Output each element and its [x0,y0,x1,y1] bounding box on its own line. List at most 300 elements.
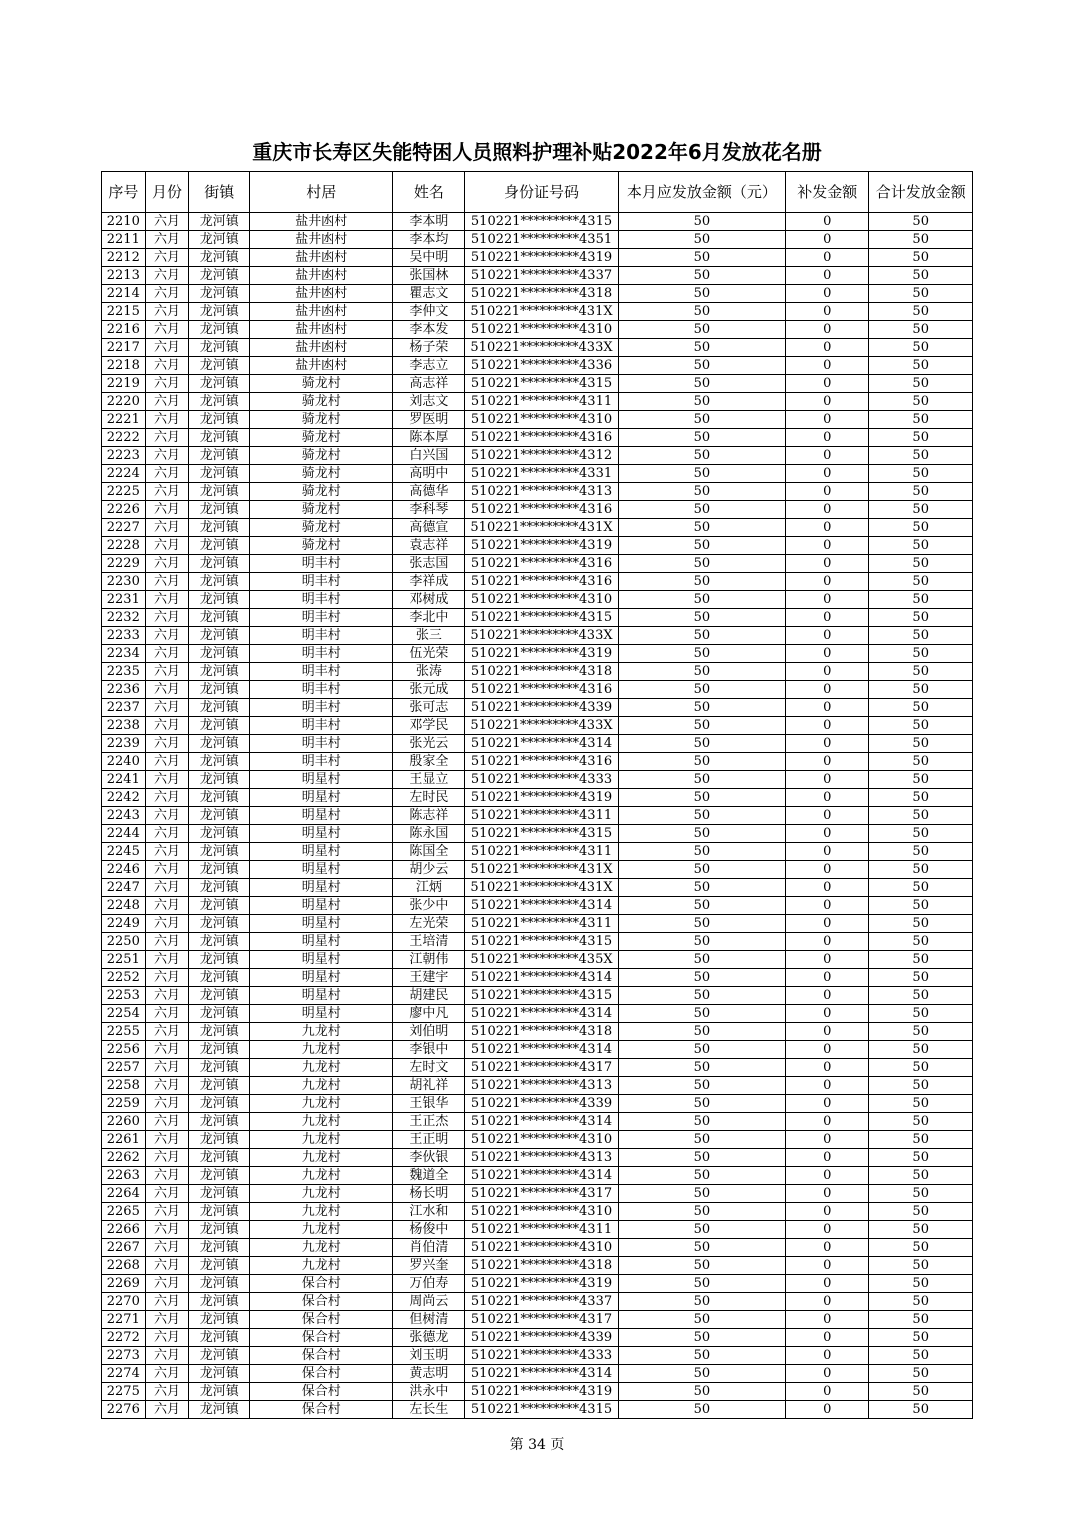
table-row [102,1185,973,1203]
cell-id-number: 510221*********4316 [465,429,618,447]
cell-name: 魏道全 [393,1167,465,1185]
cell-amount-due: 50 [618,627,786,645]
cell-village: 盐井凼村 [250,357,393,375]
cell-town: 龙河镇 [189,699,250,717]
header-cell: 补发金额 [786,172,869,213]
cell-village: 保合村 [250,1293,393,1311]
cell-name: 刘玉明 [393,1347,465,1365]
cell-town: 龙河镇 [189,1185,250,1203]
cell-total-amount: 50 [869,879,973,897]
cell-id-number: 510221*********4310 [465,321,618,339]
cell-row-index: 2235 [102,663,146,681]
table-row [102,501,973,519]
cell-row-index: 2240 [102,753,146,771]
cell-row-index: 2248 [102,897,146,915]
cell-total-amount: 50 [869,1293,973,1311]
cell-name: 张三 [393,627,465,645]
cell-town: 龙河镇 [189,465,250,483]
cell-supplement-amount: 0 [786,1167,869,1185]
cell-supplement-amount: 0 [786,843,869,861]
cell-id-number: 510221*********4314 [465,1365,618,1383]
cell-name: 李仲文 [393,303,465,321]
table-row [102,465,973,483]
cell-month: 六月 [145,1239,189,1257]
cell-supplement-amount: 0 [786,483,869,501]
cell-supplement-amount: 0 [786,1347,869,1365]
cell-name: 张光云 [393,735,465,753]
cell-amount-due: 50 [618,393,786,411]
cell-amount-due: 50 [618,555,786,573]
cell-id-number: 510221*********435X [465,951,618,969]
cell-village: 明星村 [250,879,393,897]
cell-town: 龙河镇 [189,429,250,447]
roster-table [101,171,973,1419]
cell-total-amount: 50 [869,573,973,591]
cell-month: 六月 [145,1257,189,1275]
cell-supplement-amount: 0 [786,249,869,267]
cell-village: 骑龙村 [250,411,393,429]
cell-village: 明星村 [250,915,393,933]
cell-total-amount: 50 [869,1203,973,1221]
cell-row-index: 2222 [102,429,146,447]
cell-id-number: 510221*********4318 [465,285,618,303]
cell-town: 龙河镇 [189,375,250,393]
cell-month: 六月 [145,1203,189,1221]
cell-month: 六月 [145,339,189,357]
cell-amount-due: 50 [618,1239,786,1257]
cell-amount-due: 50 [618,609,786,627]
cell-month: 六月 [145,969,189,987]
cell-month: 六月 [145,753,189,771]
cell-id-number: 510221*********4339 [465,699,618,717]
cell-row-index: 2261 [102,1131,146,1149]
cell-row-index: 2247 [102,879,146,897]
table-row [102,1059,973,1077]
cell-month: 六月 [145,627,189,645]
cell-supplement-amount: 0 [786,915,869,933]
cell-total-amount: 50 [869,1329,973,1347]
cell-name: 罗兴奎 [393,1257,465,1275]
cell-month: 六月 [145,645,189,663]
cell-row-index: 2218 [102,357,146,375]
cell-month: 六月 [145,825,189,843]
cell-id-number: 510221*********4337 [465,1293,618,1311]
cell-total-amount: 50 [869,681,973,699]
cell-amount-due: 50 [618,915,786,933]
cell-supplement-amount: 0 [786,879,869,897]
cell-id-number: 510221*********4333 [465,771,618,789]
cell-total-amount: 50 [869,753,973,771]
cell-supplement-amount: 0 [786,1311,869,1329]
cell-total-amount: 50 [869,807,973,825]
cell-supplement-amount: 0 [786,807,869,825]
cell-village: 明星村 [250,969,393,987]
cell-amount-due: 50 [618,357,786,375]
cell-total-amount: 50 [869,483,973,501]
cell-month: 六月 [145,213,189,231]
cell-id-number: 510221*********4310 [465,1131,618,1149]
cell-id-number: 510221*********4315 [465,213,618,231]
cell-amount-due: 50 [618,717,786,735]
cell-village: 盐井凼村 [250,321,393,339]
cell-id-number: 510221*********4314 [465,1113,618,1131]
cell-village: 明星村 [250,789,393,807]
cell-village: 明丰村 [250,645,393,663]
cell-id-number: 510221*********4310 [465,411,618,429]
cell-id-number: 510221*********4315 [465,375,618,393]
cell-total-amount: 50 [869,969,973,987]
cell-village: 明丰村 [250,663,393,681]
cell-amount-due: 50 [618,1293,786,1311]
cell-total-amount: 50 [869,537,973,555]
cell-name: 张德龙 [393,1329,465,1347]
cell-name: 李祥成 [393,573,465,591]
cell-row-index: 2274 [102,1365,146,1383]
cell-village: 明星村 [250,825,393,843]
cell-village: 明丰村 [250,735,393,753]
cell-town: 龙河镇 [189,627,250,645]
cell-supplement-amount: 0 [786,681,869,699]
cell-month: 六月 [145,879,189,897]
cell-supplement-amount: 0 [786,1239,869,1257]
table-row [102,357,973,375]
cell-supplement-amount: 0 [786,1077,869,1095]
cell-village: 明星村 [250,987,393,1005]
cell-supplement-amount: 0 [786,465,869,483]
cell-name: 张国林 [393,267,465,285]
cell-village: 明星村 [250,771,393,789]
cell-village: 明丰村 [250,753,393,771]
cell-month: 六月 [145,303,189,321]
cell-total-amount: 50 [869,1005,973,1023]
cell-id-number: 510221*********433X [465,717,618,735]
cell-amount-due: 50 [618,1275,786,1293]
cell-month: 六月 [145,1149,189,1167]
cell-town: 龙河镇 [189,735,250,753]
cell-supplement-amount: 0 [786,537,869,555]
cell-month: 六月 [145,1185,189,1203]
table-row [102,1167,973,1185]
cell-row-index: 2230 [102,573,146,591]
header-row [102,172,973,213]
cell-supplement-amount: 0 [786,1005,869,1023]
cell-name: 胡少云 [393,861,465,879]
cell-total-amount: 50 [869,375,973,393]
table-row [102,825,973,843]
cell-supplement-amount: 0 [786,609,869,627]
cell-amount-due: 50 [618,645,786,663]
cell-village: 骑龙村 [250,429,393,447]
cell-amount-due: 50 [618,843,786,861]
cell-month: 六月 [145,321,189,339]
cell-town: 龙河镇 [189,393,250,411]
cell-supplement-amount: 0 [786,447,869,465]
cell-row-index: 2234 [102,645,146,663]
cell-id-number: 510221*********4319 [465,1275,618,1293]
table-row [102,609,973,627]
cell-total-amount: 50 [869,393,973,411]
cell-id-number: 510221*********4310 [465,1239,618,1257]
cell-supplement-amount: 0 [786,897,869,915]
table-row [102,1275,973,1293]
table-row [102,1131,973,1149]
cell-total-amount: 50 [869,465,973,483]
cell-id-number: 510221*********4337 [465,267,618,285]
cell-total-amount: 50 [869,843,973,861]
cell-name: 张少中 [393,897,465,915]
table-row [102,1203,973,1221]
cell-amount-due: 50 [618,591,786,609]
cell-supplement-amount: 0 [786,1131,869,1149]
cell-month: 六月 [145,861,189,879]
cell-amount-due: 50 [618,1221,786,1239]
cell-row-index: 2260 [102,1113,146,1131]
cell-name: 李伙银 [393,1149,465,1167]
cell-supplement-amount: 0 [786,1095,869,1113]
cell-supplement-amount: 0 [786,591,869,609]
cell-amount-due: 50 [618,501,786,519]
cell-row-index: 2233 [102,627,146,645]
cell-month: 六月 [145,375,189,393]
table-row [102,879,973,897]
cell-row-index: 2266 [102,1221,146,1239]
cell-amount-due: 50 [618,1131,786,1149]
table-row [102,753,973,771]
cell-id-number: 510221*********4316 [465,555,618,573]
cell-amount-due: 50 [618,1347,786,1365]
cell-row-index: 2254 [102,1005,146,1023]
cell-name: 李志立 [393,357,465,375]
cell-name: 高德宣 [393,519,465,537]
cell-amount-due: 50 [618,1167,786,1185]
cell-row-index: 2251 [102,951,146,969]
cell-id-number: 510221*********4314 [465,969,618,987]
table-row [102,735,973,753]
cell-row-index: 2212 [102,249,146,267]
cell-town: 龙河镇 [189,1239,250,1257]
cell-village: 骑龙村 [250,465,393,483]
table-row [102,645,973,663]
cell-supplement-amount: 0 [786,645,869,663]
cell-name: 黄志明 [393,1365,465,1383]
cell-month: 六月 [145,663,189,681]
table-row [102,231,973,249]
cell-village: 明星村 [250,897,393,915]
table-row [102,1077,973,1095]
cell-name: 伍光荣 [393,645,465,663]
cell-name: 周尚云 [393,1293,465,1311]
cell-name: 陈本厚 [393,429,465,447]
cell-id-number: 510221*********4317 [465,1311,618,1329]
cell-town: 龙河镇 [189,1131,250,1149]
cell-total-amount: 50 [869,357,973,375]
cell-name: 刘志文 [393,393,465,411]
table-row [102,1041,973,1059]
cell-total-amount: 50 [869,501,973,519]
cell-supplement-amount: 0 [786,231,869,249]
cell-name: 陈永国 [393,825,465,843]
cell-month: 六月 [145,1167,189,1185]
cell-amount-due: 50 [618,573,786,591]
cell-month: 六月 [145,1275,189,1293]
cell-id-number: 510221*********4319 [465,645,618,663]
cell-total-amount: 50 [869,1131,973,1149]
cell-amount-due: 50 [618,1329,786,1347]
cell-supplement-amount: 0 [786,951,869,969]
cell-row-index: 2215 [102,303,146,321]
cell-town: 龙河镇 [189,861,250,879]
cell-row-index: 2255 [102,1023,146,1041]
cell-month: 六月 [145,681,189,699]
cell-total-amount: 50 [869,1113,973,1131]
table-row [102,519,973,537]
cell-total-amount: 50 [869,267,973,285]
cell-total-amount: 50 [869,1059,973,1077]
cell-name: 胡礼祥 [393,1077,465,1095]
cell-amount-due: 50 [618,825,786,843]
cell-town: 龙河镇 [189,447,250,465]
cell-row-index: 2223 [102,447,146,465]
cell-total-amount: 50 [869,1041,973,1059]
cell-row-index: 2237 [102,699,146,717]
cell-amount-due: 50 [618,249,786,267]
cell-name: 廖中凡 [393,1005,465,1023]
cell-amount-due: 50 [618,807,786,825]
cell-name: 吴中明 [393,249,465,267]
cell-id-number: 510221*********4310 [465,1203,618,1221]
cell-id-number: 510221*********4333 [465,1347,618,1365]
table-row [102,861,973,879]
cell-row-index: 2258 [102,1077,146,1095]
cell-village: 保合村 [250,1401,393,1419]
cell-id-number: 510221*********4313 [465,1149,618,1167]
cell-month: 六月 [145,933,189,951]
cell-amount-due: 50 [618,1203,786,1221]
cell-name: 肖伯清 [393,1239,465,1257]
cell-month: 六月 [145,591,189,609]
table-row [102,321,973,339]
cell-name: 江炳 [393,879,465,897]
cell-row-index: 2269 [102,1275,146,1293]
cell-row-index: 2243 [102,807,146,825]
cell-month: 六月 [145,285,189,303]
cell-town: 龙河镇 [189,879,250,897]
cell-month: 六月 [145,1023,189,1041]
cell-town: 龙河镇 [189,771,250,789]
cell-supplement-amount: 0 [786,519,869,537]
cell-row-index: 2257 [102,1059,146,1077]
cell-amount-due: 50 [618,1365,786,1383]
cell-town: 龙河镇 [189,339,250,357]
cell-total-amount: 50 [869,933,973,951]
cell-total-amount: 50 [869,735,973,753]
cell-row-index: 2214 [102,285,146,303]
cell-amount-due: 50 [618,1113,786,1131]
cell-supplement-amount: 0 [786,933,869,951]
cell-town: 龙河镇 [189,501,250,519]
cell-name: 袁志祥 [393,537,465,555]
cell-total-amount: 50 [869,1401,973,1419]
cell-month: 六月 [145,573,189,591]
cell-id-number: 510221*********4315 [465,987,618,1005]
cell-supplement-amount: 0 [786,1401,869,1419]
table-row [102,1221,973,1239]
cell-amount-due: 50 [618,1149,786,1167]
cell-row-index: 2225 [102,483,146,501]
cell-town: 龙河镇 [189,933,250,951]
cell-village: 盐井凼村 [250,303,393,321]
cell-month: 六月 [145,501,189,519]
cell-month: 六月 [145,1113,189,1131]
cell-total-amount: 50 [869,1383,973,1401]
cell-total-amount: 50 [869,1275,973,1293]
cell-total-amount: 50 [869,1167,973,1185]
cell-village: 九龙村 [250,1239,393,1257]
cell-row-index: 2224 [102,465,146,483]
cell-id-number: 510221*********4339 [465,1095,618,1113]
cell-village: 明星村 [250,933,393,951]
cell-village: 盐井凼村 [250,267,393,285]
cell-town: 龙河镇 [189,663,250,681]
cell-supplement-amount: 0 [786,213,869,231]
cell-amount-due: 50 [618,1311,786,1329]
table-row [102,1329,973,1347]
cell-village: 九龙村 [250,1113,393,1131]
cell-supplement-amount: 0 [786,987,869,1005]
cell-village: 明丰村 [250,573,393,591]
cell-total-amount: 50 [869,609,973,627]
cell-amount-due: 50 [618,1059,786,1077]
cell-supplement-amount: 0 [786,429,869,447]
table-row [102,555,973,573]
cell-month: 六月 [145,555,189,573]
cell-month: 六月 [145,951,189,969]
cell-amount-due: 50 [618,375,786,393]
cell-row-index: 2241 [102,771,146,789]
cell-id-number: 510221*********4315 [465,933,618,951]
table-row [102,429,973,447]
cell-amount-due: 50 [618,987,786,1005]
cell-id-number: 510221*********4319 [465,537,618,555]
cell-month: 六月 [145,1329,189,1347]
cell-month: 六月 [145,1005,189,1023]
cell-supplement-amount: 0 [786,1185,869,1203]
cell-town: 龙河镇 [189,1365,250,1383]
cell-village: 明丰村 [250,681,393,699]
cell-amount-due: 50 [618,1095,786,1113]
cell-row-index: 2276 [102,1401,146,1419]
cell-id-number: 510221*********4315 [465,1401,618,1419]
cell-name: 张元成 [393,681,465,699]
cell-id-number: 510221*********4316 [465,573,618,591]
cell-month: 六月 [145,771,189,789]
cell-amount-due: 50 [618,1257,786,1275]
cell-amount-due: 50 [618,753,786,771]
cell-name: 陈志祥 [393,807,465,825]
cell-id-number: 510221*********4311 [465,1221,618,1239]
cell-month: 六月 [145,519,189,537]
cell-supplement-amount: 0 [786,573,869,591]
cell-row-index: 2220 [102,393,146,411]
cell-village: 保合村 [250,1329,393,1347]
table-row [102,1023,973,1041]
cell-town: 龙河镇 [189,915,250,933]
cell-town: 龙河镇 [189,1347,250,1365]
cell-town: 龙河镇 [189,1077,250,1095]
cell-name: 李北中 [393,609,465,627]
cell-town: 龙河镇 [189,1383,250,1401]
cell-month: 六月 [145,1221,189,1239]
